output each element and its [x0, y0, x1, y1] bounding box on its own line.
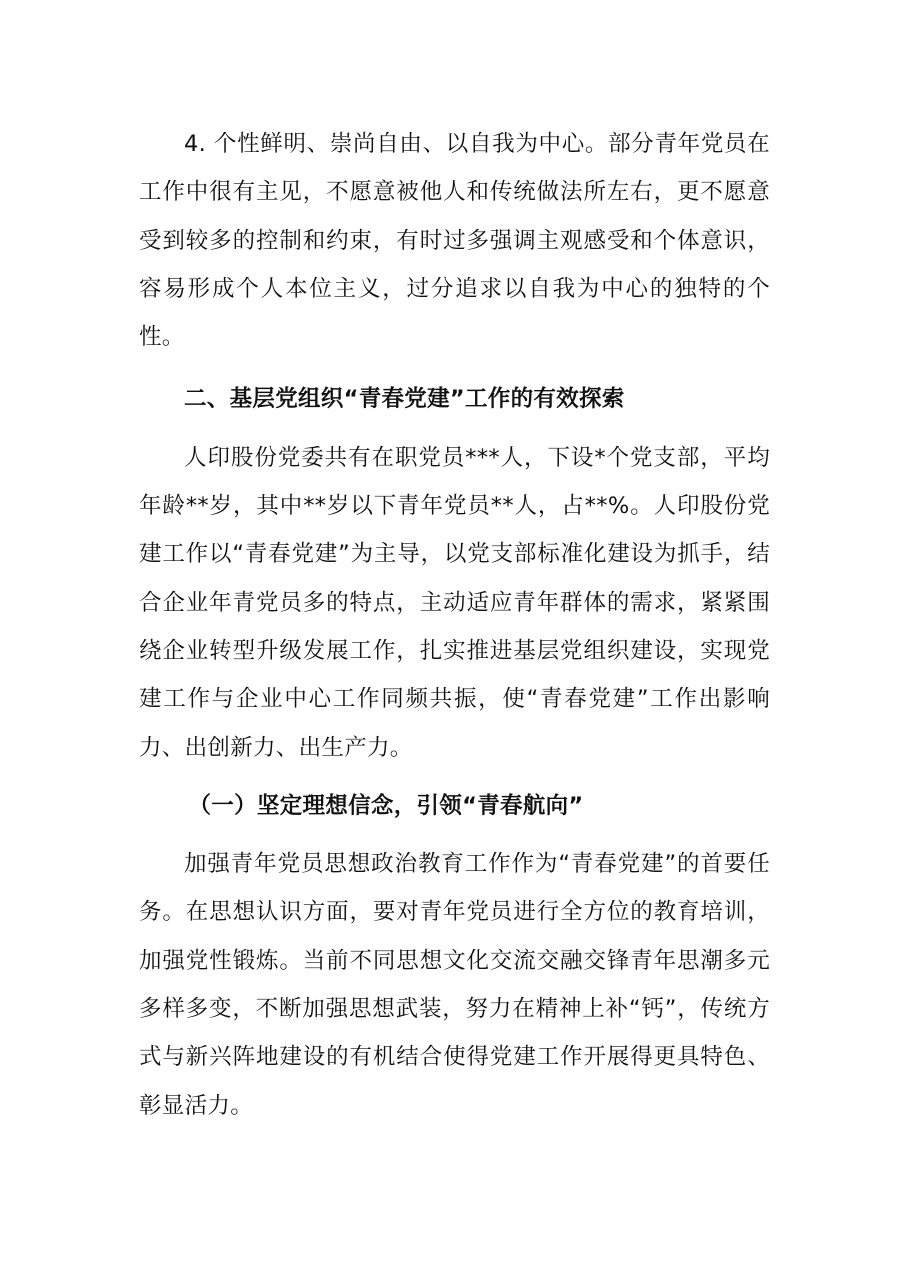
paragraph-subsection: 加强青年党员思想政治教育工作作为“青春党建”的首要任务。在思想认识方面，要对青年党员进行全方位的教育培训，加强党性锻炼。当前不同思想文化交流交融交锋青年思潮多元多样多变，不断加强思想武装，努力在精神上补“钙”，传统方式与新兴阵地建设的有机结合使得党建工作开展得更具特色、彰显活力。 — [139, 851, 770, 1119]
paragraph-intro: 人印股份党委共有在职党员***人，下设*个党支部，平均年龄**岁，其中**岁以下青年党员**人，占**%。人印股份党建工作以“青春党建”为主导，以党支部标准化建设为抓手，结合企业年青党员多的特点，主动适应青年群体的需求，紧紧围绕企业转型升级发展工作，扎实推进基层党组织建设，实现党建工作与企业中心工作同频共振，使“青春党建”工作出影响力、出创新力、出生产力。 — [139, 444, 770, 761]
paragraph-item-4: 4. 个性鲜明、崇尚自由、以自我为中心。部分青年党员在工作中很有主见，不愿意被他人和传统做法所左右，更不愿意受到较多的控制和约束，有时过多强调主观感受和个体意识，容易形成个人本位主义，过分追求以自我为中心的独特的个性。 — [139, 131, 770, 351]
subsection-heading: （一）坚定理想信念，引领“青春航向” — [188, 792, 584, 819]
section-heading: 二、基层党组织“青春党建”工作的有效探索 — [184, 386, 625, 413]
document-body — [139, 120, 770, 1130]
